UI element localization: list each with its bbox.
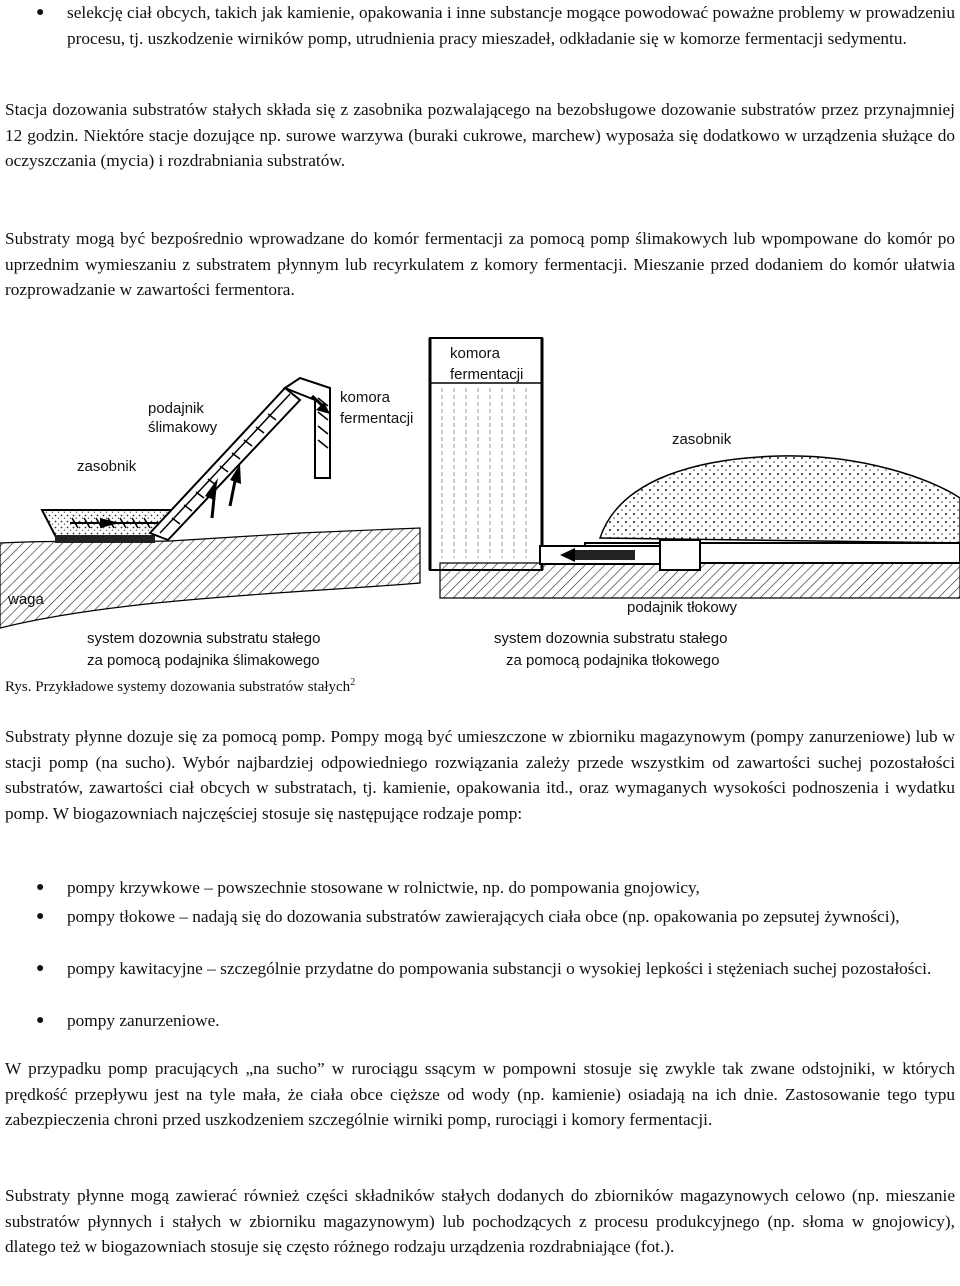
bullet-text: selekcję ciał obcych, takich jak kamienie, opakowania i inne substancje mogące powodować poważne problemy w prowadzeniu procesu, tj. uszkodzenie wirników pomp, utrudnienia pracy mieszadeł, odkładanie się w komorze fermentacji sedymentu.	[67, 3, 955, 48]
caption-text: Rys. Przykładowe systemy dozowania substratów stałych	[5, 679, 351, 695]
pump-item-2: pompy tłokowe – nadają się do dozowania substratów zawierających ciała obce (np. opakowania po zepsutej żywności),	[67, 907, 900, 926]
title-screw-system-2: za pomocą podajnika ślimakowego	[87, 652, 320, 669]
paragraph-4: W przypadku pomp pracujących „na sucho” w rurociągu ssącym w pompowni stosuje się zwykle tak zwane odstojniki, w których prędkość przepływu jest na tyle mała, że ciała obce cięższe od wody (np. kamienie) osiadają na ich dnie. Zastosowanie tego typu zabezpieczenia chroni przed uszkodzeniem szczególnie wirniki pomp, rurociągi i komory fermentacji.	[5, 1059, 955, 1130]
paragraph-5: Substraty płynne mogą zawierać również części składników stałych dodanych do zbiorników magazynowych celowo (np. mieszanie substratów płynnych i stałych w zbiorniku magazynowym) lub pochodzących z procesu produkcyjnego (np. słoma w gnojowicy), dlatego też w biogazowniach stosuje się często różnego rodzaju urządzenia rozdrabniające (fot.).	[5, 1186, 955, 1257]
paragraph-1: Stacja dozowania substratów stałych składa się z zasobnika pozwalającego na bezobsługowe dozowanie substratów przez przynajmniej 12 godzin. Niektóre stacje dozujące np. surowe warzywa (buraki cukrowe, marchew) wyposaża się dodatkowo w urządzenia służące do oczyszczania (mycia) i rozdrabniania substratów.	[5, 100, 955, 171]
label-screw-feeder-1: podajnik	[148, 400, 204, 417]
bullet-dot: ●	[36, 1013, 45, 1028]
title-piston-system-1: system dozownia substratu stałego	[494, 630, 728, 647]
label-screw-feeder-2: ślimakowy	[148, 419, 218, 436]
label-chamber-right-1: komora	[450, 345, 501, 362]
pump-item-4: pompy zanurzeniowe.	[67, 1011, 220, 1030]
label-piston-feeder: podajnik tłokowy	[627, 599, 738, 616]
label-chamber-left-2: fermentacji	[340, 410, 414, 427]
dosing-systems-figure	[0, 328, 960, 673]
label-hopper-right: zasobnik	[672, 431, 732, 448]
label-chamber-right-2: fermentacji	[450, 366, 524, 383]
label-scale: waga	[8, 591, 44, 608]
figure-caption	[5, 676, 355, 698]
bullet-dot: ●	[36, 909, 45, 924]
bullet-dot: ●	[36, 961, 45, 976]
piston-feeder-system	[430, 338, 960, 669]
bullet-dot: ●	[36, 5, 45, 20]
title-screw-system-1: system dozownia substratu stałego	[87, 630, 321, 647]
screw-feeder-system	[0, 378, 420, 673]
bullet-dot: ●	[36, 880, 45, 895]
title-piston-system-2: za pomocą podajnika tłokowego	[506, 652, 720, 669]
label-hopper-left: zasobnik	[77, 458, 137, 475]
paragraph-3: Substraty płynne dozuje się za pomocą pomp. Pompy mogą być umieszczone w zbiorniku magazynowym (pompy zanurzeniowe) lub w stacji pomp (na sucho). Wybór najbardziej odpowiedniego rozwiązania zależy przede wszystkim od zawartości suchej pozostałości substratów, zawartości ciał obcych w substratach, tj. kamienie, opakowania itd., oraz wymaganych wysokości podnoszenia i wydatku pomp. W biogazowniach najczęściej stosuje się następujące rodzaje pomp:	[5, 727, 955, 823]
pump-item-1: pompy krzywkowe – powszechnie stosowane w rolnictwie, np. do pompowania gnojowicy,	[67, 878, 700, 897]
caption-footnote: 2	[350, 677, 356, 688]
pump-item-3: pompy kawitacyjne – szczególnie przydatne do pompowania substancji o wysokiej lepkości i stężeniach suchej pozostałości.	[67, 959, 932, 978]
paragraph-2: Substraty mogą być bezpośrednio wprowadzane do komór fermentacji za pomocą pomp ślimakowych lub wpompowane do komór po uprzednim wymieszaniu z substratem płynnym lub recyrkulatem z komory fermentacji. Mieszanie przed dodaniem do komór ułatwia rozprowadzanie w zawartości fermentora.	[5, 229, 955, 300]
label-chamber-left-1: komora	[340, 389, 391, 406]
